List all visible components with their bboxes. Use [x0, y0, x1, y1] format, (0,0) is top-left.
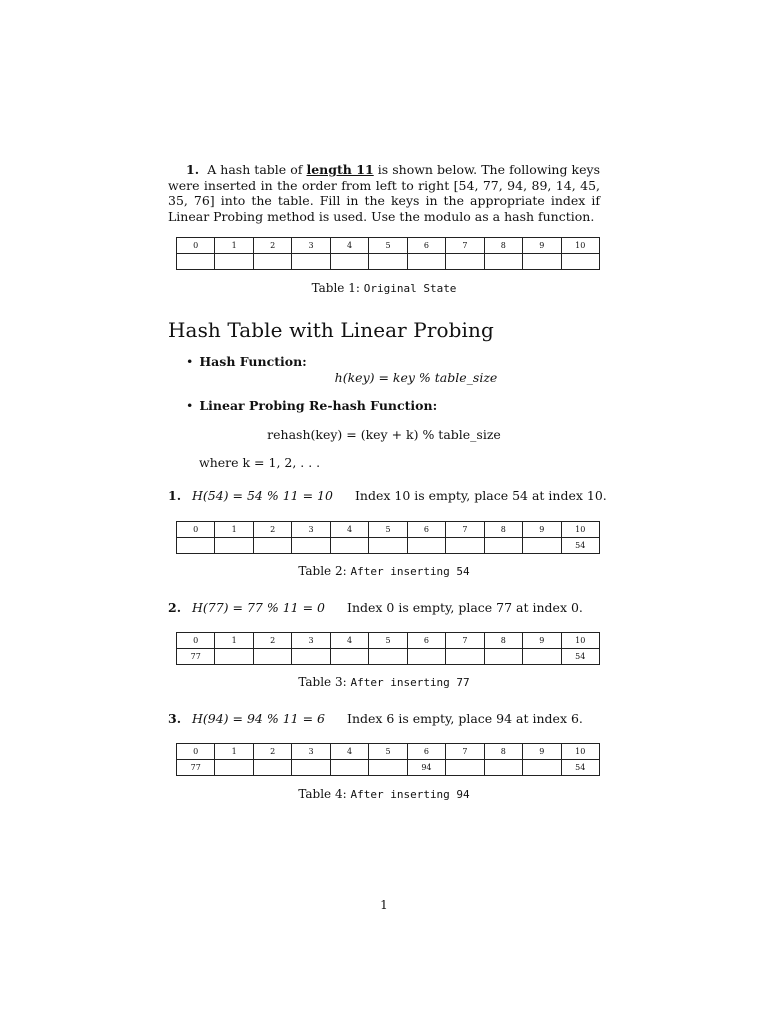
step-number: 2. — [168, 600, 182, 615]
step-number: 1. — [168, 488, 182, 503]
section-title: Hash Table with Linear Probing — [168, 318, 494, 342]
index-cell: 7 — [446, 522, 484, 538]
bullet-icon: • — [186, 398, 194, 413]
value-cell — [523, 649, 561, 665]
index-cell: 8 — [484, 744, 522, 760]
index-cell: 7 — [446, 744, 484, 760]
index-cell: 8 — [484, 238, 522, 254]
value-cell — [330, 254, 368, 270]
value-cell — [369, 760, 407, 776]
index-cell: 9 — [523, 522, 561, 538]
index-cell: 3 — [292, 238, 330, 254]
table-2-caption — [168, 564, 600, 578]
step-3 — [168, 711, 583, 726]
value-cell — [292, 254, 330, 270]
value-cell — [484, 649, 522, 665]
step-2 — [168, 600, 583, 615]
step-note: Index 10 is empty, place 54 at index 10. — [354, 488, 607, 503]
value-cell — [253, 760, 291, 776]
hash-function-label: Hash Function: — [199, 354, 307, 369]
index-cell: 8 — [484, 522, 522, 538]
value-cell: 54 — [561, 649, 599, 665]
value-cell — [292, 760, 330, 776]
index-cell: 1 — [215, 633, 253, 649]
index-cell: 2 — [253, 633, 291, 649]
index-row — [177, 238, 600, 254]
index-cell: 0 — [177, 522, 215, 538]
index-cell: 10 — [561, 744, 599, 760]
step-1 — [168, 488, 607, 503]
value-cell — [523, 254, 561, 270]
value-cell — [330, 760, 368, 776]
index-cell: 1 — [215, 744, 253, 760]
index-cell: 2 — [253, 744, 291, 760]
index-cell: 10 — [561, 522, 599, 538]
hash-function-bullet — [186, 354, 307, 369]
index-cell: 9 — [523, 633, 561, 649]
value-cell: 54 — [561, 538, 599, 554]
index-cell: 3 — [292, 522, 330, 538]
index-cell: 10 — [561, 238, 599, 254]
value-cell — [292, 538, 330, 554]
value-cell — [407, 649, 445, 665]
table-3-wrap — [168, 632, 600, 665]
table-4-caption — [168, 787, 600, 801]
index-cell: 4 — [330, 744, 368, 760]
index-row — [177, 522, 600, 538]
index-cell: 6 — [407, 238, 445, 254]
index-row — [177, 744, 600, 760]
value-cell — [369, 538, 407, 554]
index-cell: 7 — [446, 238, 484, 254]
caption-code: After inserting 77 — [350, 676, 470, 689]
index-cell: 0 — [177, 633, 215, 649]
page-number: 1 — [380, 898, 388, 912]
caption-prefix: Table 3: — [298, 675, 351, 689]
value-cell — [561, 254, 599, 270]
value-cell — [215, 254, 253, 270]
value-cell — [446, 760, 484, 776]
value-cell — [253, 254, 291, 270]
index-cell: 3 — [292, 633, 330, 649]
step-formula: H(94) = 94 % 11 = 6 — [192, 711, 325, 726]
value-cell — [215, 649, 253, 665]
index-cell: 6 — [407, 633, 445, 649]
index-cell: 5 — [369, 522, 407, 538]
value-cell — [484, 760, 522, 776]
value-cell: 94 — [407, 760, 445, 776]
table-2-wrap — [168, 521, 600, 554]
index-cell: 0 — [177, 238, 215, 254]
value-cell — [484, 254, 522, 270]
question-paragraph — [168, 162, 600, 224]
value-cell: 77 — [177, 760, 215, 776]
caption-prefix: Table 2: — [298, 564, 351, 578]
table-1-caption — [168, 281, 600, 295]
index-cell: 5 — [369, 633, 407, 649]
value-cell — [177, 254, 215, 270]
value-row — [177, 760, 600, 776]
step-number: 3. — [168, 711, 182, 726]
value-cell — [253, 538, 291, 554]
value-cell — [215, 538, 253, 554]
caption-prefix: Table 4: — [298, 787, 351, 801]
index-cell: 1 — [215, 522, 253, 538]
index-cell: 0 — [177, 744, 215, 760]
hash-table-4 — [176, 743, 600, 776]
index-cell: 4 — [330, 633, 368, 649]
index-cell: 5 — [369, 238, 407, 254]
index-cell: 6 — [407, 744, 445, 760]
index-cell: 4 — [330, 238, 368, 254]
value-cell — [292, 649, 330, 665]
hash-table-2 — [176, 521, 600, 554]
question-highlight: length 11 — [306, 162, 374, 177]
bullet-icon: • — [186, 354, 194, 369]
value-cell — [330, 649, 368, 665]
value-cell — [215, 760, 253, 776]
caption-code: After inserting 54 — [350, 565, 470, 578]
question-text-a: A hash table of — [207, 162, 307, 177]
index-cell: 1 — [215, 238, 253, 254]
value-cell — [330, 538, 368, 554]
step-note: Index 0 is empty, place 77 at index 0. — [347, 600, 583, 615]
value-cell — [407, 254, 445, 270]
caption-code: After inserting 94 — [350, 788, 470, 801]
value-cell — [369, 254, 407, 270]
where-clause: where k = 1, 2, . . . — [199, 455, 321, 470]
value-cell — [523, 538, 561, 554]
step-formula: H(54) = 54 % 11 = 10 — [192, 488, 333, 503]
value-cell: 54 — [561, 760, 599, 776]
index-cell: 2 — [253, 238, 291, 254]
value-cell — [369, 649, 407, 665]
caption-code: Original State — [363, 282, 457, 295]
step-formula: H(77) = 77 % 11 = 0 — [192, 600, 325, 615]
index-cell: 7 — [446, 633, 484, 649]
table-3-caption — [168, 675, 600, 689]
index-cell: 9 — [523, 238, 561, 254]
index-cell: 6 — [407, 522, 445, 538]
index-cell: 9 — [523, 744, 561, 760]
value-row — [177, 538, 600, 554]
value-cell: 77 — [177, 649, 215, 665]
value-cell — [523, 760, 561, 776]
index-row — [177, 633, 600, 649]
index-cell: 10 — [561, 633, 599, 649]
step-note: Index 6 is empty, place 94 at index 6. — [347, 711, 583, 726]
question-text-b: is shown below. The following keys were inserted in the order from left to right [54, 77, 94, 89, 14, 45, 35, 76] into the table. Fill in the keys in the appropriate index if Linear Probing method is used. Use the modulo as a hash function. — [168, 162, 600, 224]
caption-prefix: Table 1: — [311, 281, 364, 295]
table-1-wrap — [168, 237, 600, 270]
value-row — [177, 649, 600, 665]
value-cell — [177, 538, 215, 554]
index-cell: 2 — [253, 522, 291, 538]
index-cell: 5 — [369, 744, 407, 760]
value-row — [177, 254, 600, 270]
rehash-function-bullet — [186, 398, 437, 413]
value-cell — [407, 538, 445, 554]
hash-table-1 — [176, 237, 600, 270]
index-cell: 8 — [484, 633, 522, 649]
rehash-function-label: Linear Probing Re-hash Function: — [199, 398, 438, 413]
value-cell — [253, 649, 291, 665]
hash-function-formula: h(key) = key % table_size — [334, 370, 498, 385]
value-cell — [446, 649, 484, 665]
hash-table-3 — [176, 632, 600, 665]
index-cell: 4 — [330, 522, 368, 538]
index-cell: 3 — [292, 744, 330, 760]
question-number: 1. — [186, 162, 200, 177]
value-cell — [484, 538, 522, 554]
value-cell — [446, 254, 484, 270]
rehash-function-formula: rehash(key) = (key + k) % table_size — [267, 427, 501, 442]
table-4-wrap — [168, 743, 600, 776]
value-cell — [446, 538, 484, 554]
